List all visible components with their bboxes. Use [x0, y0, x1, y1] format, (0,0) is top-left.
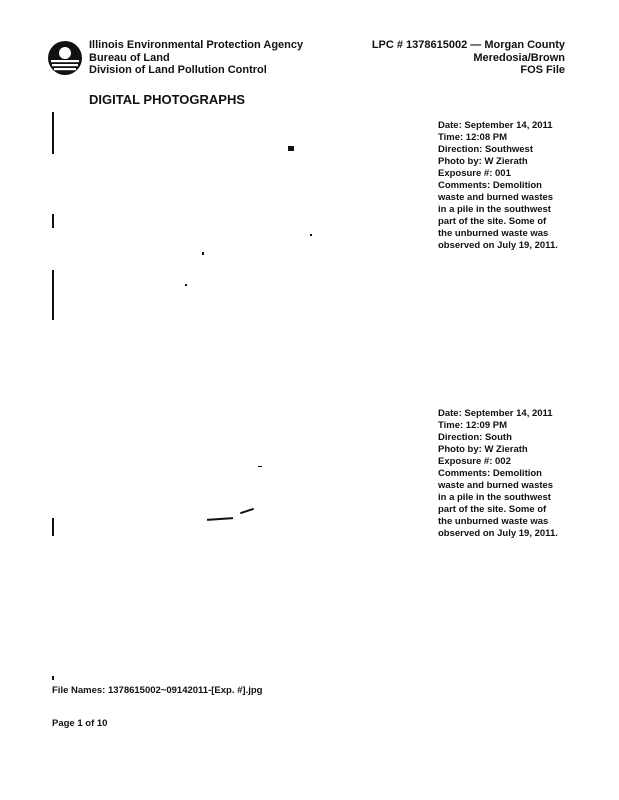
photo-date: Date: September 14, 2011	[438, 408, 553, 419]
photo-1	[52, 110, 422, 365]
iepa-logo	[47, 40, 83, 76]
photo-time: Time: 12:08 PM	[438, 132, 507, 143]
photo-artifact	[288, 146, 294, 151]
photo-artifact	[240, 508, 254, 514]
photo-exposure: Exposure #: 001	[438, 168, 511, 179]
photo-date: Date: September 14, 2011	[438, 120, 553, 131]
photo-artifact	[207, 517, 233, 521]
agency-header	[89, 39, 303, 77]
page-title: DIGITAL PHOTOGRAPHS	[89, 92, 246, 107]
agency-name: Illinois Environmental Protection Agency	[89, 39, 304, 51]
site-location: Meredosia/Brown	[473, 51, 565, 64]
photo-artifact	[52, 518, 54, 536]
file-type: FOS File	[520, 64, 565, 76]
page-number: Page 1 of 10	[52, 718, 108, 729]
photo-artifact	[202, 252, 204, 255]
photo-comments: Comments: Demolition waste and burned wastes in a pile in the southwest part of the site. Some of the unburned waste was observed on July 19, 2011.	[438, 468, 558, 539]
photo-author: Photo by: W Zierath	[438, 156, 528, 167]
photo-direction: Direction: South	[438, 432, 512, 443]
lpc-number: LPC # 1378615002 — Morgan County	[371, 39, 565, 51]
division-name: Division of Land Pollution Control	[89, 64, 267, 76]
photo-author: Photo by: W Zierath	[438, 444, 528, 455]
file-names: File Names: 1378615002~09142011-[Exp. #].jpg	[52, 685, 263, 696]
bureau-name: Bureau of Land	[89, 51, 170, 64]
photo-artifact	[52, 112, 54, 154]
photo-2	[52, 400, 422, 655]
photo-exposure: Exposure #: 002	[438, 456, 511, 467]
file-header	[372, 39, 565, 77]
photo-artifact	[185, 284, 187, 286]
photo-artifact	[310, 234, 312, 236]
photo-artifact	[52, 270, 54, 320]
photo-1-caption	[438, 120, 563, 252]
photo-artifact	[258, 466, 262, 467]
photo-2-caption	[438, 408, 563, 540]
scan-artifact	[52, 676, 54, 680]
photo-comments: Comments: Demolition waste and burned wastes in a pile in the southwest part of the site. Some of the unburned waste was observed on July 19, 2011.	[438, 180, 558, 251]
photo-direction: Direction: Southwest	[438, 144, 534, 155]
photo-artifact	[52, 214, 54, 228]
photo-time: Time: 12:09 PM	[438, 420, 507, 431]
